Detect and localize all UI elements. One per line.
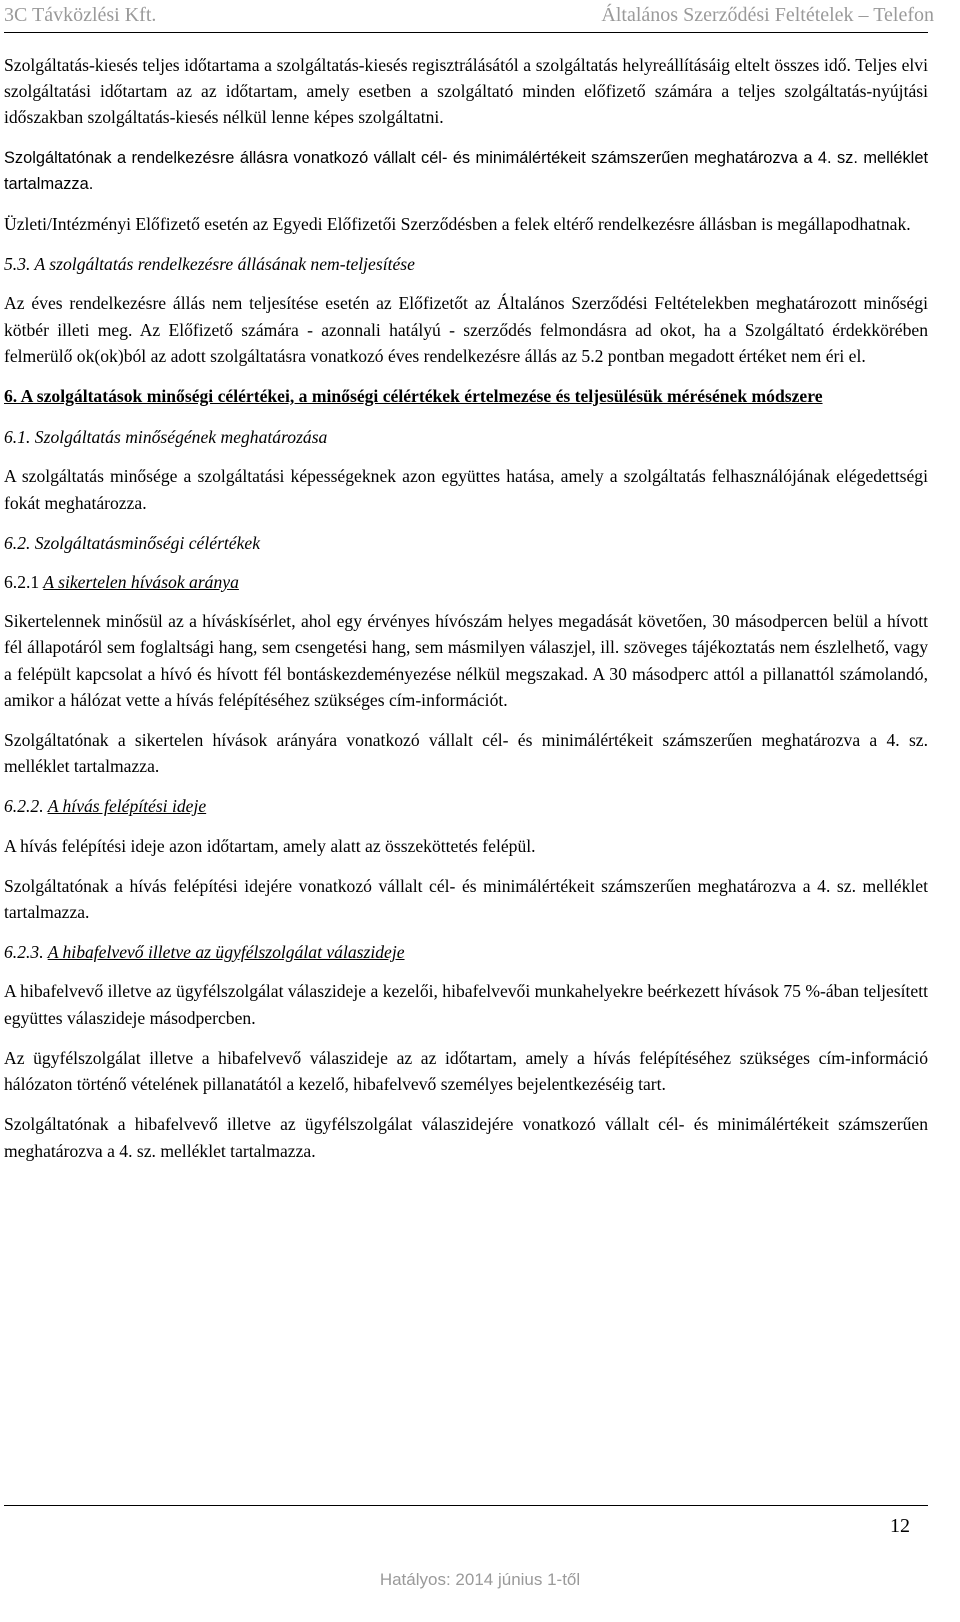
page-number: 12	[890, 1515, 910, 1537]
paragraph: Az éves rendelkezésre állás nem teljesítése esetén az Előfizetőt az Általános Szerződési Feltételekben meghatározott minőségi kötbér illeti meg. Az Előfizető számára - azonnali hatályú - szerződés felmondásra ad okot, ha a Szolgáltató érdekkörében felmerülő ok(ok)ból az adott szolgáltatásra vonatkozó éves rendelkezésre állás az 5.2 pontban megadott értéket nem éri el.	[4, 293, 928, 366]
section-title: A szolgáltatás rendelkezésre állásának nem-teljesítése	[34, 254, 415, 275]
section-number: 6.1.	[4, 427, 31, 448]
paragraph: A szolgáltatás minősége a szolgáltatási képességeknek azon együttes hatása, amely a szolgáltatás felhasználójának elégedettségi fokát meghatározza.	[4, 466, 928, 513]
section-heading	[4, 569, 928, 595]
chapter-heading: 6. A szolgáltatások minőségi célértékei, a minőségi célértékek értelmezése és teljesülésük mérésének módszere	[4, 386, 823, 407]
section-heading	[4, 251, 928, 277]
section-number: 6.2.3.	[4, 942, 44, 963]
paragraph: Sikertelennek minősül az a híváskísérlet, ahol egy érvényes hívószám helyes megadását követően, 30 másodpercen belül a hívott fél állapotáról sem foglaltsági hang, sem csengetési hang, sem másmilyen válaszjel, ill. szöveges tájékoztatás nem észlelhető, vagy a felépült kapcsolat a hívó és hívott fél bontáskezdeményezése nélkül megszakad. A 30 másodperc attól a pillanattól számolandó, amikor a hálózat vette a hívás felépítéséhez szükséges cím-információt.	[4, 611, 928, 710]
section-heading	[4, 530, 928, 556]
section-number: 6.2.	[4, 532, 31, 553]
paragraph: A hívás felépítési ideje azon időtartam, amely alatt az összeköttetés felépül.	[4, 835, 536, 856]
section-title: A hibafelvevő illetve az ügyfélszolgálat válaszideje	[47, 942, 405, 963]
section-heading	[4, 793, 928, 819]
paragraph: Szolgáltatónak a sikertelen hívások arányára vonatkozó vállalt cél- és minimálértékeit számszerűen meghatározva a 4. sz. melléklet tartalmazza.	[4, 730, 928, 777]
section-number: 6.2.2.	[4, 796, 44, 817]
header-document-title: Általános Szerződési Feltételek – Telefon	[601, 4, 934, 26]
footer-divider	[4, 1505, 928, 1506]
section-heading	[4, 939, 928, 965]
header-company: 3C Távközlési Kft.	[4, 4, 157, 26]
section-heading	[4, 424, 928, 450]
paragraph: Az ügyfélszolgálat illetve a hibafelvevő válaszideje az az időtartam, amely a hívás felépítéséhez szükséges cím-információ hálózaton történő vételének pillanatától a kezelő, hibafelvevő személyes bejelentkezéséig tart.	[4, 1047, 928, 1095]
page-header	[4, 4, 934, 30]
section-title: Szolgáltatásminőségi célértékek	[34, 532, 261, 553]
paragraph: Szolgáltatónak a rendelkezésre állásra vonatkozó vállalt cél- és minimálértékeit számszerűen meghatározva a 4. sz. melléklet tartalmazza.	[4, 148, 928, 193]
paragraph: Szolgáltatás-kiesés teljes időtartama a szolgáltatás-kiesés regisztrálásától a szolgáltatás helyreállításáig eltelt összes idő. Teljes elvi szolgáltatási időtartam az az időtartam, amely esetben a szolgáltató minden előfizető számára a teljes szolgáltatás-nyújtási időszakban szolgáltatás-kiesés nélkül lenne képes szolgáltatni.	[4, 55, 928, 128]
paragraph: Szolgáltatónak a hívás felépítési idejére vonatkozó vállalt cél- és minimálértékeit számszerűen meghatározva a 4. sz. melléklet tartalmazza.	[4, 875, 928, 923]
paragraph: Szolgáltatónak a hibafelvevő illetve az ügyfélszolgálat válaszidejére vonatkozó vállalt cél- és minimálértékeit számszerűen meghatározva a 4. sz. melléklet tartalmazza.	[4, 1114, 928, 1161]
document-body	[4, 52, 928, 1178]
section-number: 6.2.1	[4, 572, 40, 593]
footer-validity: Hatályos: 2014 június 1-től	[379, 1570, 581, 1589]
section-title: A sikertelen hívások aránya	[43, 572, 239, 593]
paragraph: A hibafelvevő illetve az ügyfélszolgálat válaszideje a kezelői, hibafelvevői munkahelyekre beérkezett hívások 75 %-ában teljesített együttes válaszideje másodpercben.	[4, 981, 928, 1028]
section-title: Szolgáltatás minőségének meghatározása	[34, 427, 328, 448]
header-divider	[4, 32, 928, 33]
paragraph: Üzleti/Intézményi Előfizető esetén az Egyedi Előfizetői Szerződésben a felek eltérő rendelkezésre állásban is megállapodhatnak.	[4, 214, 911, 235]
section-number: 5.3.	[4, 254, 31, 275]
section-title: A hívás felépítési ideje	[47, 796, 207, 817]
